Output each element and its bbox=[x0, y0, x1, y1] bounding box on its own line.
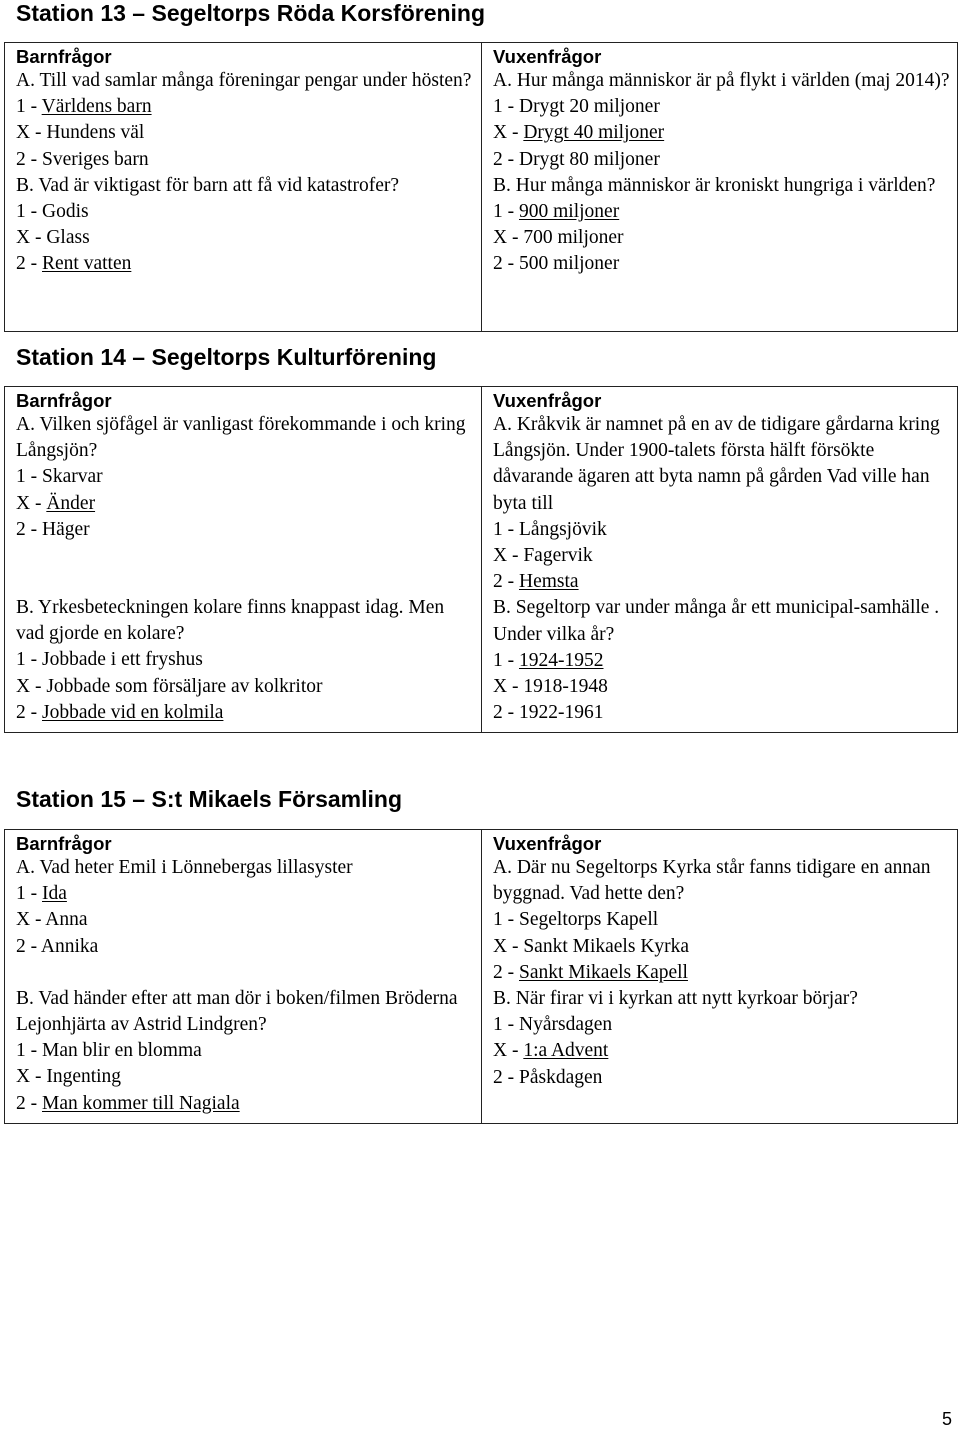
option-x: X - Anna bbox=[16, 909, 88, 931]
option-2: 2 - Jobbade vid en kolmila bbox=[16, 701, 224, 723]
option-x: X - Glass bbox=[16, 227, 90, 249]
option-x: X - 1:a Advent bbox=[493, 1040, 609, 1062]
adult-questions-heading: Vuxenfrågor bbox=[493, 833, 602, 854]
option-1: 1 - Världens barn bbox=[16, 96, 152, 118]
option-2: 2 - Annika bbox=[16, 935, 99, 957]
correct-answer: 1924-1952 bbox=[519, 649, 604, 671]
question-a: A. Vilken sjöfågel är vanligast förekommande i och kring Långsjön? bbox=[16, 414, 466, 462]
question-b: B. Vad händer efter att man dör i boken/filmen Bröderna Lejonhjärta av Astrid Lindgren? bbox=[16, 987, 458, 1036]
option-2: 2 - Drygt 80 miljoner bbox=[493, 148, 660, 170]
correct-answer: Drygt 40 miljoner bbox=[523, 122, 665, 144]
question-b: B. Vad är viktigast för barn att få vid katastrofer? bbox=[16, 174, 400, 196]
option-1: 1 - Långsjövik bbox=[493, 518, 607, 540]
station-13-title: Station 13 – Segeltorps Röda Korsförening bbox=[16, 0, 486, 26]
spacer bbox=[16, 543, 475, 569]
question-b: B. Yrkesbeteckningen kolare finns knappast idag. Men vad gjorde en kolare? bbox=[16, 597, 445, 645]
correct-answer: Världens barn bbox=[41, 96, 152, 118]
option-1: 1 - Segeltorps Kapell bbox=[493, 909, 659, 931]
option-1: 1 - Nyårsdagen bbox=[493, 1014, 613, 1036]
question-a: A. Vad heter Emil i Lönnebergas lillasyster bbox=[16, 857, 353, 878]
question-a: A. Hur många människor är på flykt i världen (maj 2014)? bbox=[493, 70, 950, 91]
option-x: X - 700 miljoner bbox=[493, 227, 624, 249]
question-a: A. Där nu Segeltorps Kyrka står fanns tidigare en annan byggnad. Vad hette den? bbox=[493, 857, 931, 905]
option-x: X - Änder bbox=[16, 492, 96, 514]
option-x: X - Ingenting bbox=[16, 1066, 122, 1088]
option-2: 2 - 1922-1961 bbox=[493, 702, 604, 724]
children-questions-cell bbox=[5, 830, 482, 1124]
option-x: X - Drygt 40 miljoner bbox=[493, 122, 665, 144]
option-1: 1 - Godis bbox=[16, 201, 89, 223]
correct-answer: 1:a Advent bbox=[523, 1040, 609, 1062]
option-2: 2 - Man kommer till Nagiala bbox=[16, 1092, 240, 1114]
spacer bbox=[16, 960, 475, 986]
option-1: 1 - Jobbade i ett fryshus bbox=[16, 649, 203, 671]
adult-questions-cell bbox=[482, 830, 958, 1124]
correct-answer: Rent vatten bbox=[42, 253, 132, 275]
correct-answer: Hemsta bbox=[519, 571, 579, 593]
option-2: 2 - Påskdagen bbox=[493, 1066, 603, 1088]
children-questions-cell bbox=[5, 43, 482, 332]
children-questions-heading: Barnfrågor bbox=[16, 833, 112, 854]
adult-questions-cell bbox=[482, 43, 958, 332]
spacer bbox=[16, 569, 475, 595]
station-13-table bbox=[4, 42, 958, 332]
question-b: B. Hur många människor är kroniskt hungriga i världen? bbox=[493, 174, 936, 196]
option-1: 1 - Man blir en blomma bbox=[16, 1040, 202, 1062]
option-2: 2 - Rent vatten bbox=[16, 253, 132, 275]
option-1: 1 - 900 miljoner bbox=[493, 201, 620, 223]
correct-answer: Ida bbox=[42, 883, 67, 905]
adult-questions-heading: Vuxenfrågor bbox=[493, 390, 602, 411]
adult-questions-cell bbox=[482, 387, 958, 733]
question-a: A. Till vad samlar många föreningar pengar under hösten? bbox=[16, 70, 472, 91]
correct-answer: Sankt Mikaels Kapell bbox=[519, 961, 688, 983]
correct-answer: Man kommer till Nagiala bbox=[42, 1092, 240, 1114]
station-14-table bbox=[4, 386, 958, 733]
station-15-title: Station 15 – S:t Mikaels Församling bbox=[16, 786, 402, 812]
question-b: B. När firar vi i kyrkan att nytt kyrkoar börjar? bbox=[493, 988, 858, 1010]
correct-answer: Änder bbox=[46, 492, 96, 514]
option-x: X - 1918-1948 bbox=[493, 676, 608, 698]
question-b: B. Segeltorp var under många år ett municipal-samhälle . Under vilka år? bbox=[493, 597, 940, 645]
option-2: 2 - Sankt Mikaels Kapell bbox=[493, 961, 688, 983]
correct-answer: Jobbade vid en kolmila bbox=[42, 701, 224, 723]
station-14-title: Station 14 – Segeltorps Kulturförening bbox=[16, 344, 437, 370]
option-x: X - Jobbade som försäljare av kolkritor bbox=[16, 675, 323, 697]
option-1: 1 - Skarvar bbox=[16, 466, 103, 488]
option-x: X - Hundens väl bbox=[16, 122, 145, 144]
page-number: 5 bbox=[941, 1409, 952, 1429]
option-2: 2 - Sveriges barn bbox=[16, 148, 149, 170]
option-2: 2 - Hemsta bbox=[493, 571, 579, 593]
option-1: 1 - Drygt 20 miljoner bbox=[493, 96, 660, 118]
station-15-table bbox=[4, 829, 958, 1124]
option-x: X - Fagervik bbox=[493, 545, 593, 567]
adult-questions-heading: Vuxenfrågor bbox=[493, 46, 602, 67]
option-2: 2 - Häger bbox=[16, 518, 90, 540]
children-questions-heading: Barnfrågor bbox=[16, 46, 112, 67]
question-a: A. Kråkvik är namnet på en av de tidigare gårdarna kring Långsjön. Under 1900-talets första hälft försökte dåvarande ägaren att byta namn på gården Vad ville han byta till bbox=[493, 414, 940, 514]
children-questions-heading: Barnfrågor bbox=[16, 390, 112, 411]
option-1: 1 - 1924-1952 bbox=[493, 649, 604, 671]
children-questions-cell bbox=[5, 387, 482, 733]
correct-answer: 900 miljoner bbox=[519, 201, 620, 223]
option-2: 2 - 500 miljoner bbox=[493, 253, 620, 275]
option-x: X - Sankt Mikaels Kyrka bbox=[493, 935, 690, 957]
option-1: 1 - Ida bbox=[16, 883, 67, 905]
